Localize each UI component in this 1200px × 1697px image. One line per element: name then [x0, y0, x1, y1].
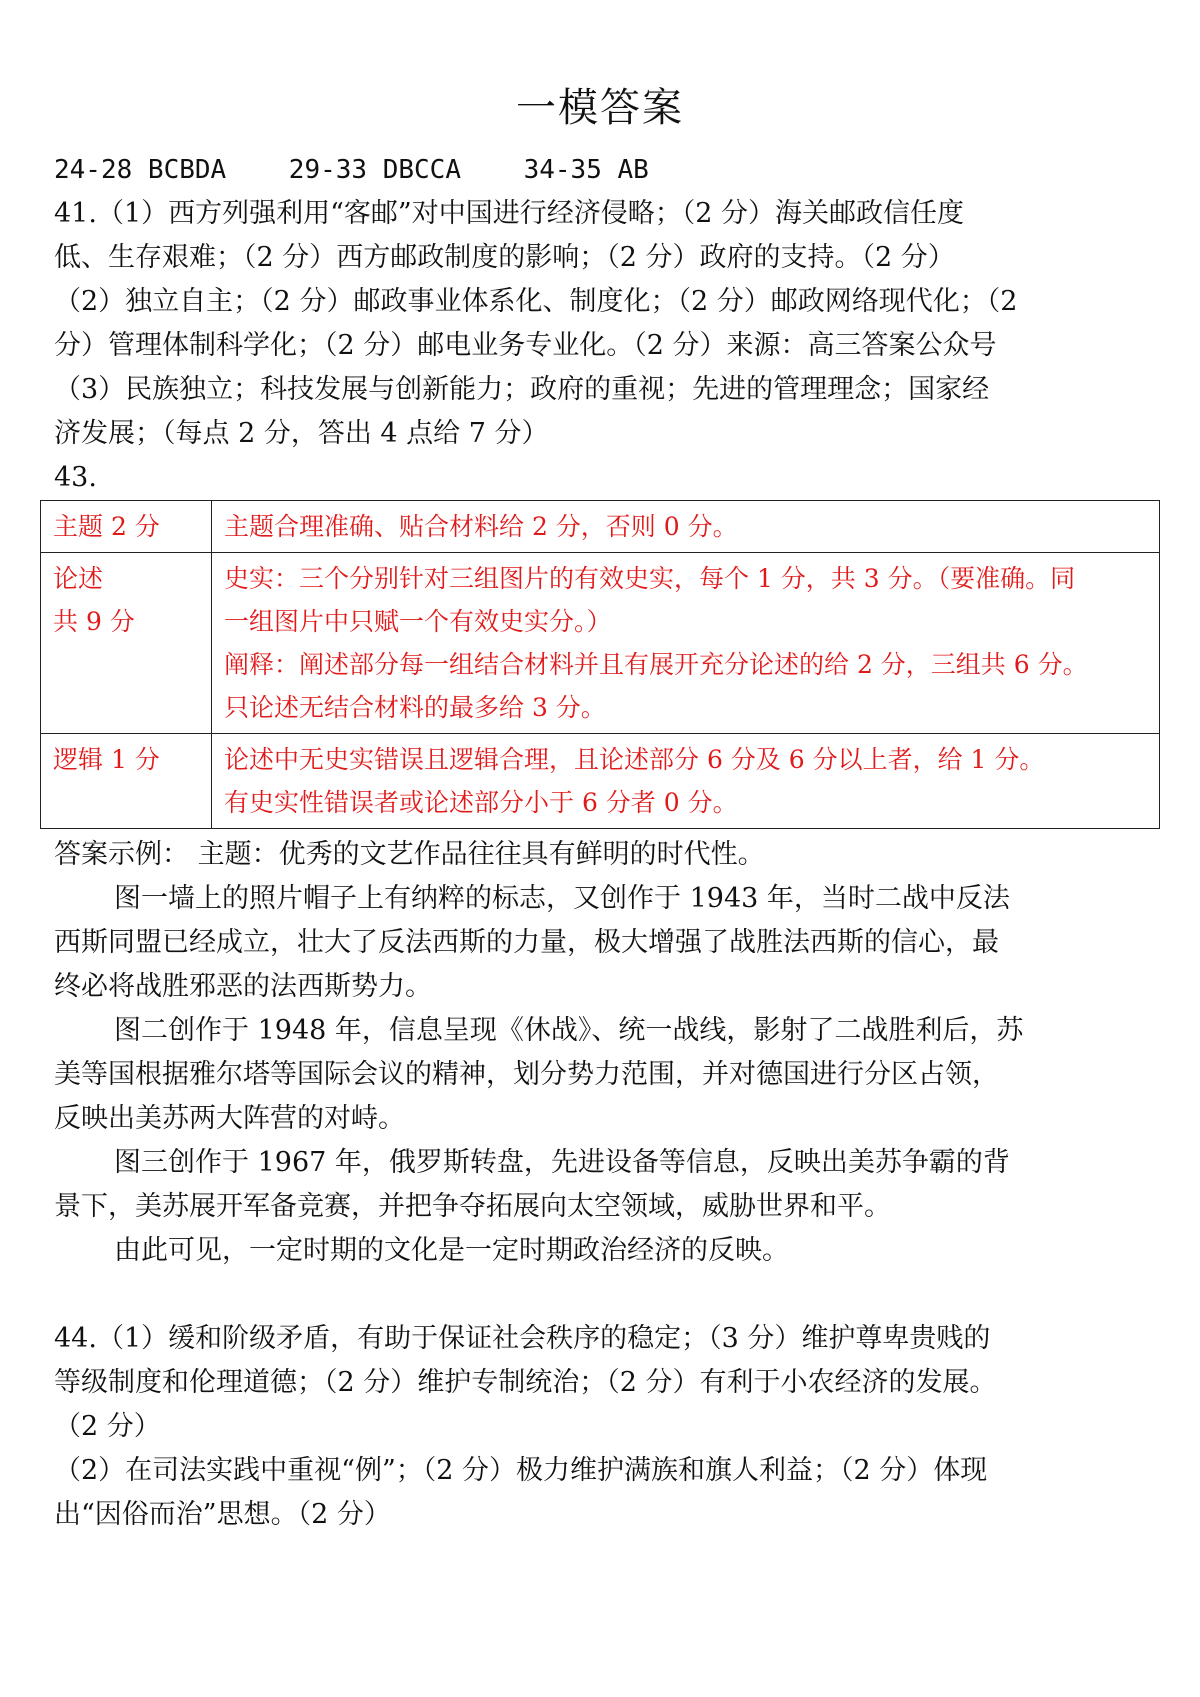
example-paragraph-line: 图三创作于 1967 年，俄罗斯转盘，先进设备等信息，反映出美苏争霸的背: [114, 1147, 1010, 1178]
q44-line: 44.（1）缓和阶级矛盾，有助于保证社会秩序的稳定；（3 分）维护尊卑贵贱的: [54, 1323, 991, 1354]
rubric-criterion: [41, 501, 212, 553]
q44-line: （2）在司法实践中重视“例”；（2 分）极力维护满族和旗人利益；（2 分）体现: [54, 1455, 988, 1486]
detail-text: 有史实性错误者或论述部分小于 6 分者 0 分。: [224, 788, 738, 817]
q41-line: 低、生存艰难；（2 分）西方邮政制度的影响；（2 分）政府的支持。（2 分）: [54, 242, 955, 273]
q41-line: （2）独立自主；（2 分）邮政事业体系化、制度化；（2 分）邮政网络现代化；（2: [54, 286, 1018, 317]
rubric-detail: [212, 553, 1160, 734]
q44-line: 出“因俗而治”思想。（2 分）: [54, 1499, 391, 1530]
rubric-row-logic: [41, 734, 1160, 829]
criterion-text: 共 9 分: [53, 607, 135, 636]
q41-line: 分）管理体制科学化；（2 分）邮电业务专业化。（2 分）来源：高三答案公众号: [54, 330, 997, 361]
detail-text: 一组图片中只赋一个有效史实分。）: [224, 607, 612, 636]
rubric-detail: [212, 734, 1160, 829]
spacer: [54, 1273, 1152, 1317]
example-conclusion: 由此可见，一定时期的文化是一定时期政治经济的反映。: [114, 1235, 789, 1266]
q41-line: （3）民族独立；科技发展与创新能力；政府的重视；先进的管理理念；国家经: [54, 374, 990, 405]
q43-example: [54, 833, 1152, 1273]
rubric-detail: [212, 501, 1160, 553]
detail-text: 阐释：阐述部分每一组结合材料并且有展开充分论述的给 2 分，三组共 6 分。: [224, 650, 1088, 679]
detail-text: 只论述无结合材料的最多给 3 分。: [224, 693, 606, 722]
multiple-choice-answers: 24-28 BCBDA 29-33 DBCCA 34-35 AB: [54, 155, 649, 185]
detail-text: 论述中无史实错误且逻辑合理，且论述部分 6 分及 6 分以上者，给 1 分。: [224, 745, 1045, 774]
example-paragraph-line: 反映出美苏两大阵营的对峙。: [54, 1103, 405, 1134]
criterion-text: 主题 2 分: [53, 512, 160, 541]
rubric-row-argument: [41, 553, 1160, 734]
rubric-row-theme: [41, 501, 1160, 553]
example-paragraph-line: 图一墙上的照片帽子上有纳粹的标志，又创作于 1943 年，当时二战中反法: [114, 883, 1010, 914]
detail-text: 主题合理准确、贴合材料给 2 分，否则 0 分。: [224, 512, 738, 541]
example-paragraph-line: 终必将战胜邪恶的法西斯势力。: [54, 971, 432, 1002]
detail-text: 史实：三个分别针对三组图片的有效史实，每个 1 分，共 3 分。（要准确。同: [224, 564, 1076, 593]
example-paragraph-line: 美等国根据雅尔塔等国际会议的精神，划分势力范围，并对德国进行分区占领，: [54, 1059, 999, 1090]
q44-line: 等级制度和伦理道德；（2 分）维护专制统治；（2 分）有利于小农经济的发展。: [54, 1367, 997, 1398]
example-paragraph-line: 西斯同盟已经成立，壮大了反法西斯的力量，极大增强了战胜法西斯的信心，最: [54, 927, 999, 958]
page-title: 一模答案: [516, 85, 684, 131]
question-43-label: 43.: [54, 462, 97, 493]
example-paragraph-line: 景下，美苏展开军备竞赛，并把争夺拓展向太空领域，威胁世界和平。: [54, 1191, 891, 1222]
document-body: [54, 148, 1152, 1537]
q43-rubric-table: [40, 500, 1160, 829]
criterion-text: 论述: [53, 564, 104, 593]
rubric-criterion: [41, 734, 212, 829]
question-44: [54, 1317, 1152, 1537]
rubric-criterion: [41, 553, 212, 734]
example-paragraph-line: 图二创作于 1948 年，信息呈现《休战》、统一战线，影射了二战胜利后，苏: [114, 1015, 1024, 1046]
criterion-text: 逻辑 1 分: [53, 745, 160, 774]
q41-line: 41.（1）西方列强利用“客邮”对中国进行经济侵略；（2 分）海关邮政信任度: [54, 198, 964, 229]
example-heading: 答案示例： 主题：优秀的文艺作品往往具有鲜明的时代性。: [54, 839, 765, 870]
q44-line: （2 分）: [54, 1411, 161, 1442]
question-41: [54, 192, 1152, 456]
q41-line: 济发展；（每点 2 分，答出 4 点给 7 分）: [54, 418, 549, 449]
